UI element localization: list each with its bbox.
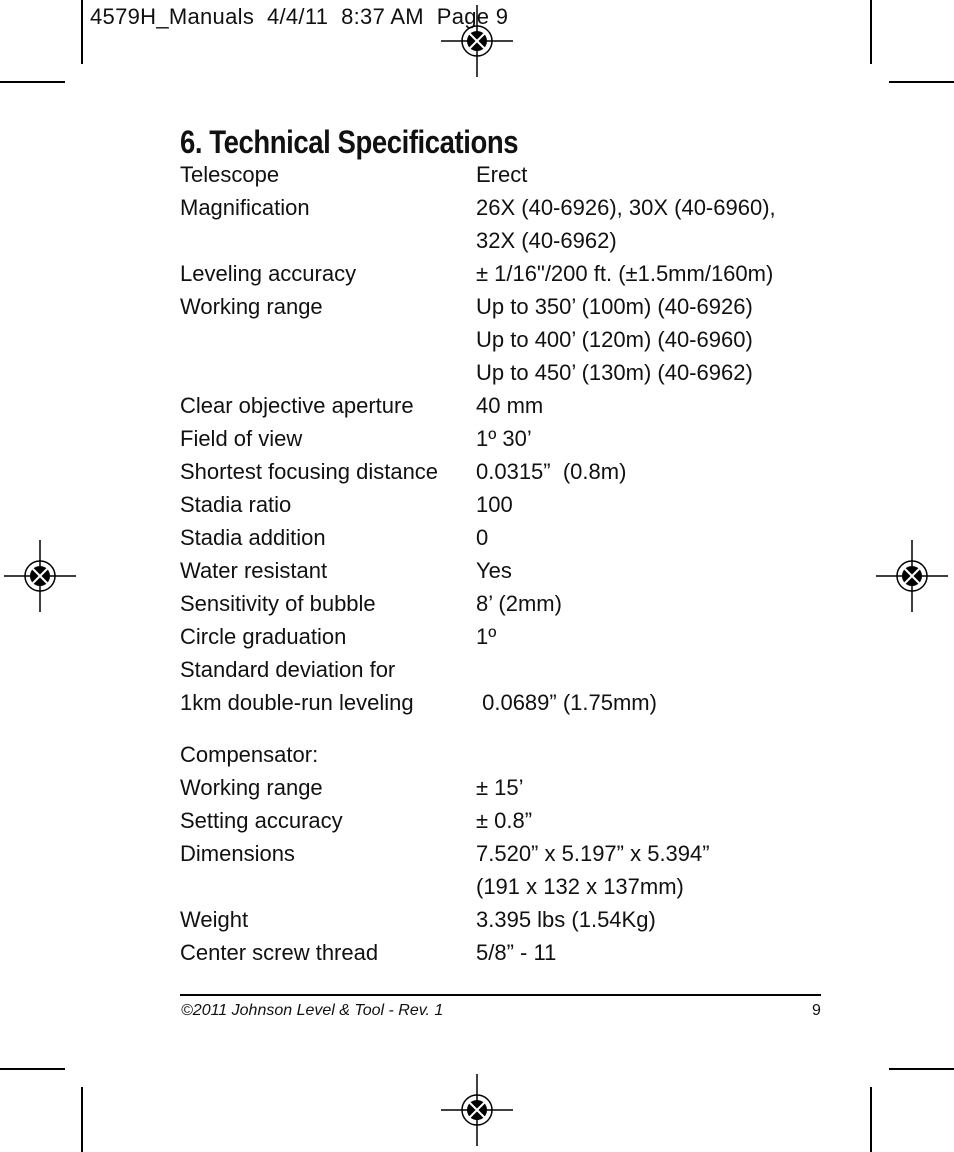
spec-row: [180, 653, 820, 686]
spec-row: [180, 587, 820, 620]
spec-value: 1º: [476, 624, 497, 649]
crop-mark: [0, 1068, 65, 1070]
spec-row: [180, 323, 820, 356]
spec-value: Yes: [476, 558, 512, 583]
spec-value: (191 x 132 x 137mm): [476, 874, 684, 899]
page-title: 6. Technical Specifications: [180, 124, 519, 160]
spec-label: Water resistant: [180, 558, 328, 583]
spec-row: [180, 257, 820, 290]
footer-copyright: ©2011 Johnson Level & Tool - Rev. 1: [181, 1002, 444, 1019]
crop-mark: [81, 0, 83, 64]
registration-mark-icon: [441, 5, 513, 77]
spec-row: [180, 389, 820, 422]
spec-row: [180, 936, 820, 969]
spec-value: Erect: [476, 162, 528, 187]
spec-row: [180, 290, 820, 323]
spec-label: Sensitivity of bubble: [180, 591, 376, 616]
spec-row: [180, 455, 820, 488]
spec-row: [180, 903, 820, 936]
spec-label: Weight: [180, 907, 249, 932]
crop-mark: [889, 1068, 954, 1070]
spec-label: 1km double-run leveling: [180, 690, 414, 715]
spec-label: [180, 323, 476, 356]
spec-value: 100: [476, 492, 513, 517]
spec-value: 40 mm: [476, 393, 544, 418]
spec-value: 5/8” - 11: [476, 940, 557, 965]
spec-row: [180, 191, 820, 224]
spec-label: Stadia addition: [180, 525, 326, 550]
spec-label: Standard deviation for: [180, 657, 396, 682]
spec-value: 0: [476, 525, 489, 550]
crop-mark: [0, 81, 65, 83]
spec-value: ± 0.8”: [476, 808, 533, 833]
spec-row: [180, 554, 820, 587]
crop-mark: [889, 81, 954, 83]
spec-label: Dimensions: [180, 841, 295, 866]
spec-row: [180, 488, 820, 521]
spec-row: [180, 422, 820, 455]
spec-row: [180, 620, 820, 653]
spec-label: Stadia ratio: [180, 492, 292, 517]
spec-value: 8’ (2mm): [476, 591, 562, 616]
spec-label: Leveling accuracy: [180, 261, 357, 286]
print-slug: 4579H_Manuals 4/4/11 8:37 AM Page 9: [90, 4, 509, 29]
spec-label: Magnification: [180, 195, 310, 220]
spec-row: [180, 837, 820, 870]
spec-label: Center screw thread: [180, 940, 379, 965]
spec-value: ± 15’: [476, 775, 524, 800]
spec-label: Clear objective aperture: [180, 393, 414, 418]
spec-label: [180, 224, 476, 257]
crop-mark: [870, 0, 872, 64]
spec-value: Up to 350’ (100m) (40-6926): [476, 294, 753, 319]
spec-row: [180, 804, 820, 837]
registration-mark-icon: [441, 1074, 513, 1146]
spec-label: Working range: [180, 775, 323, 800]
page-number: 9: [812, 1002, 821, 1019]
spec-row: [180, 738, 820, 771]
spec-value: 7.520” x 5.197” x 5.394”: [476, 841, 710, 866]
spec-row: [180, 521, 820, 554]
spec-row: [180, 356, 820, 389]
spec-list: [180, 158, 820, 969]
registration-mark-icon: [4, 540, 76, 612]
spec-label: [180, 356, 476, 389]
spec-value: 26X (40-6926), 30X (40-6960),: [476, 195, 776, 220]
crop-mark: [81, 1087, 83, 1152]
spec-value: 3.395 lbs (1.54Kg): [476, 907, 656, 932]
spec-value: ± 1/16"/200 ft. (±1.5mm/160m): [476, 261, 774, 286]
spec-row: [180, 224, 820, 257]
spec-value: 0.0689” (1.75mm): [476, 690, 657, 715]
spec-row: [180, 686, 820, 719]
spec-label: [180, 870, 476, 903]
spec-row: [180, 870, 820, 903]
footer-divider: [180, 994, 821, 996]
spec-label: Working range: [180, 294, 323, 319]
spec-label: Field of view: [180, 426, 303, 451]
spec-value: Up to 450’ (130m) (40-6962): [476, 360, 753, 385]
spec-label: Compensator:: [180, 742, 319, 767]
spec-value: Up to 400’ (120m) (40-6960): [476, 327, 753, 352]
crop-mark: [870, 1087, 872, 1152]
spec-row: [180, 158, 820, 191]
spec-value: 1º 30’: [476, 426, 532, 451]
spec-label: Setting accuracy: [180, 808, 343, 833]
spec-value: 32X (40-6962): [476, 228, 617, 253]
spec-label: Circle graduation: [180, 624, 347, 649]
spec-row: [180, 771, 820, 804]
spec-label: Shortest focusing distance: [180, 459, 439, 484]
registration-mark-icon: [876, 540, 948, 612]
spec-label: Telescope: [180, 162, 280, 187]
spec-value: 0.0315” (0.8m): [476, 459, 627, 484]
